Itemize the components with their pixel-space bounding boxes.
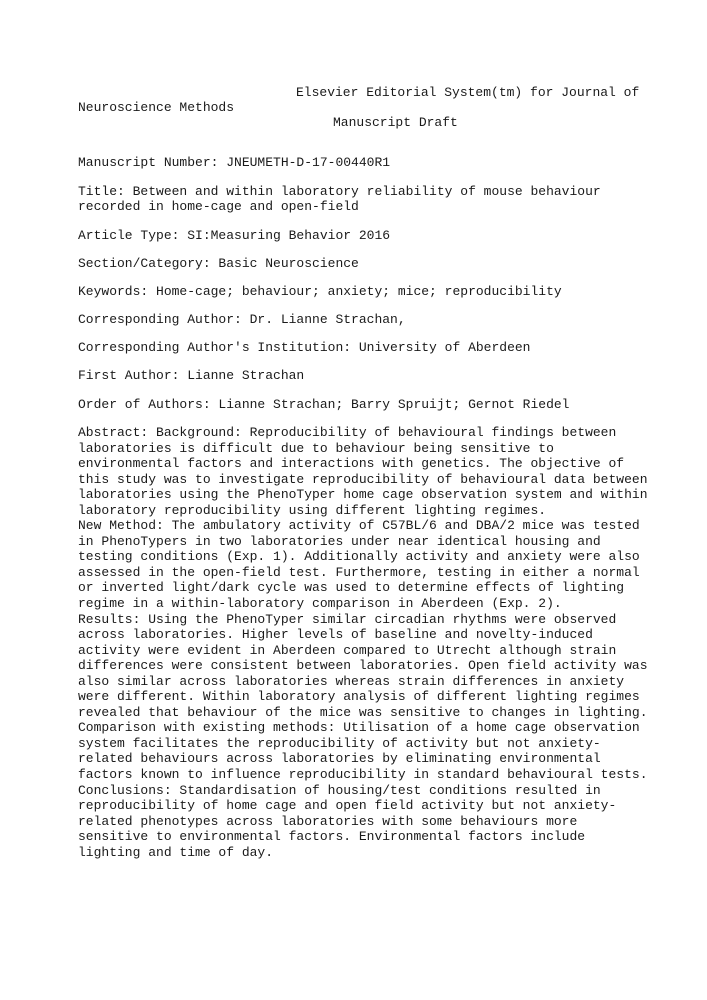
abstract-line: revealed that behaviour of the mice was sensitive to changes in lighting. bbox=[78, 704, 648, 720]
abstract-line: were different. Within laboratory analysis of different lighting regimes bbox=[78, 689, 640, 705]
abstract-line: Results: Using the PhenoTyper similar circadian rhythms were observed bbox=[78, 611, 617, 627]
keywords: Keywords: Home-cage; behaviour; anxiety; mice; reproducibility bbox=[78, 284, 562, 299]
abstract-line: factors known to influence reproducibility in standard behavioural tests. bbox=[78, 767, 648, 783]
section-category: Section/Category: Basic Neuroscience bbox=[78, 256, 359, 271]
abstract-line: assessed in the open-field test. Furthermore, testing in either a normal bbox=[78, 564, 640, 580]
abstract-line: laboratory reproducibility using different lighting regimes. bbox=[78, 502, 547, 518]
corresponding-institution: Corresponding Author's Institution: University of Aberdeen bbox=[78, 340, 531, 355]
abstract-line: sensitive to environmental factors. Environmental factors include bbox=[78, 829, 586, 845]
abstract-line: laboratories is difficult due to behaviour being sensitive to bbox=[78, 440, 554, 456]
article-type: Article Type: SI:Measuring Behavior 2016 bbox=[78, 228, 391, 243]
header-line-3: Manuscript Draft bbox=[333, 115, 458, 130]
abstract-line: lighting and time of day. bbox=[78, 844, 274, 860]
manuscript-number: Manuscript Number: JNEUMETH-D-17-00440R1 bbox=[78, 155, 391, 170]
abstract-line: environmental factors and interactions with genetics. The objective of bbox=[78, 456, 625, 472]
abstract-line: Comparison with existing methods: Utilisation of a home cage observation bbox=[78, 720, 640, 736]
abstract-line: testing conditions (Exp. 1). Additionally activity and anxiety were also bbox=[78, 549, 640, 565]
header-line-2: Neuroscience Methods bbox=[78, 100, 235, 115]
abstract-line: across laboratories. Higher levels of baseline and novelty-induced bbox=[78, 627, 593, 643]
abstract-line: in PhenoTypers in two laboratories under near identical housing and bbox=[78, 533, 601, 549]
abstract-line: or inverted light/dark cycle was used to determine effects of lighting bbox=[78, 580, 625, 596]
abstract-line: regime in a within-laboratory comparison in Aberdeen (Exp. 2). bbox=[78, 596, 562, 612]
abstract-line: Conclusions: Standardisation of housing/test conditions resulted in bbox=[78, 782, 601, 798]
abstract-line: related behaviours across laboratories by eliminating environmental bbox=[78, 751, 601, 767]
abstract-line: differences were consistent between laboratories. Open field activity was bbox=[78, 658, 648, 674]
abstract-line: laboratories using the PhenoTyper home cage observation system and within bbox=[78, 487, 648, 503]
abstract-line: system facilitates the reproducibility of activity but not anxiety- bbox=[78, 735, 601, 751]
abstract-line: reproducibility of home cage and open field activity but not anxiety- bbox=[78, 798, 617, 814]
abstract-line: Abstract: Background: Reproducibility of behavioural findings between bbox=[78, 425, 617, 440]
abstract-block bbox=[78, 425, 648, 860]
abstract-line: New Method: The ambulatory activity of C57BL/6 and DBA/2 mice was tested bbox=[78, 518, 640, 534]
header-line-1: Elsevier Editorial System(tm) for Journal of bbox=[296, 85, 640, 100]
title-line-2: recorded in home-cage and open-field bbox=[78, 199, 359, 214]
abstract-line: activity were evident in Aberdeen compared to Utrecht although strain bbox=[78, 642, 617, 658]
title-line-1: Title: Between and within laboratory reliability of mouse behaviour bbox=[78, 184, 601, 199]
corresponding-author: Corresponding Author: Dr. Lianne Strachan, bbox=[78, 312, 406, 327]
abstract-line: this study was to investigate reproducibility of behavioural data between bbox=[78, 471, 648, 487]
order-of-authors: Order of Authors: Lianne Strachan; Barry Spruijt; Gernot Riedel bbox=[78, 397, 570, 412]
first-author: First Author: Lianne Strachan bbox=[78, 368, 305, 383]
abstract-line: related phenotypes across laboratories with some behaviours more bbox=[78, 813, 578, 829]
abstract-line: also similar across laboratories whereas strain differences in anxiety bbox=[78, 673, 625, 689]
